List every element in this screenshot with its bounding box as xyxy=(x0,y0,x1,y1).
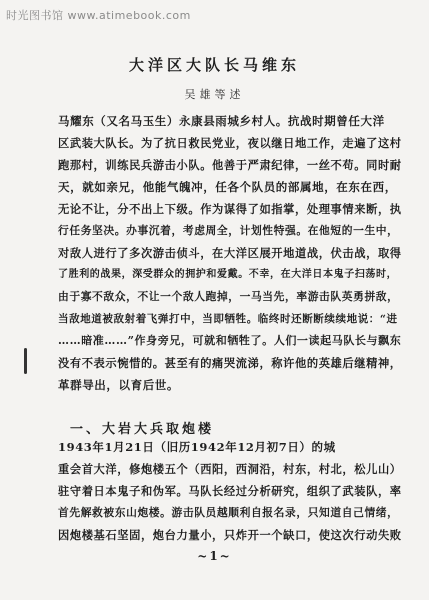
text-line: 马耀东（又名马玉生）永康县雨城乡村人。抗战时期曾任大洋 xyxy=(58,114,385,128)
text-line: 无论不让，分不出上下级。作为谋得了如指掌，处理事情来断，执 xyxy=(58,202,402,216)
text-line: 了胜利的战果，深受群众的拥护和爱戴。不幸，在大洋日本鬼子扫荡时， xyxy=(58,269,398,280)
document-title: 大洋区大队长马维东 xyxy=(128,56,300,74)
section-heading: 一、大岩大兵取炮楼 xyxy=(70,422,215,437)
text-line: 区武装大队长。为了抗日救民党业，夜以继日地工作，走遍了这村 xyxy=(58,136,402,150)
text-line: 对敌人进行了多次游击侦斗，在大洋区展开地道战，伏击战，取得 xyxy=(58,246,402,260)
text-line: 重会首大洋，修炮楼五个（西阳，西洞沿，村东，村北，松儿山） xyxy=(58,462,402,476)
text-line: 当敌地道被敌射着飞弹打中，当即牺牲。临终时还断断续续地说：“进 xyxy=(58,313,398,325)
text-line: 首先解救被东山炮楼。游击队员越顺利自报名录，只知道自己情绪， xyxy=(58,506,399,519)
document-author: 吴雄等述 xyxy=(184,88,245,101)
text-line: 由于寡不敌众，不让一个敌人跑掉，一马当先，率游击队英勇拼敌， xyxy=(58,290,399,303)
text-line: 没有不表示惋惜的。甚至有的痛哭流涕，称许他的英雄后继精神， xyxy=(58,356,402,370)
text-line: 因炮楼基石坚固，炮台力量小，只炸开一个缺口，使这次行动失败 xyxy=(58,528,402,542)
watermark xyxy=(6,6,196,24)
text-line: 天，就如亲兄，他能气魄冲，任各个队员的部属地，在东在西， xyxy=(58,180,397,194)
text-line: 革群导出，以育后世。 xyxy=(58,378,179,392)
text-line: 1943年1月21日（旧历1942年12月初7日）的城 xyxy=(58,440,336,454)
text-line: 驻守着日本鬼子和伪军。马队长经过分析研究，组织了武装队，率 xyxy=(58,484,402,498)
margin-ink-mark xyxy=(21,346,31,376)
text-line: 跑那村，训练民兵游击小队。他善于严肃纪律，一丝不苟。同时耐 xyxy=(58,158,402,172)
text-line: ……暗准……”作身旁兄，可就和牺牲了。人们一读起马队长与飘东 xyxy=(58,334,402,347)
page-number: ~1~ xyxy=(197,549,232,563)
watermark-text: 时光图书馆 www.atimebook.com xyxy=(6,9,191,22)
text-line: 行任务坚决。办事沉着，考虑周全，计划性特强。在他短的一生中， xyxy=(58,224,399,237)
